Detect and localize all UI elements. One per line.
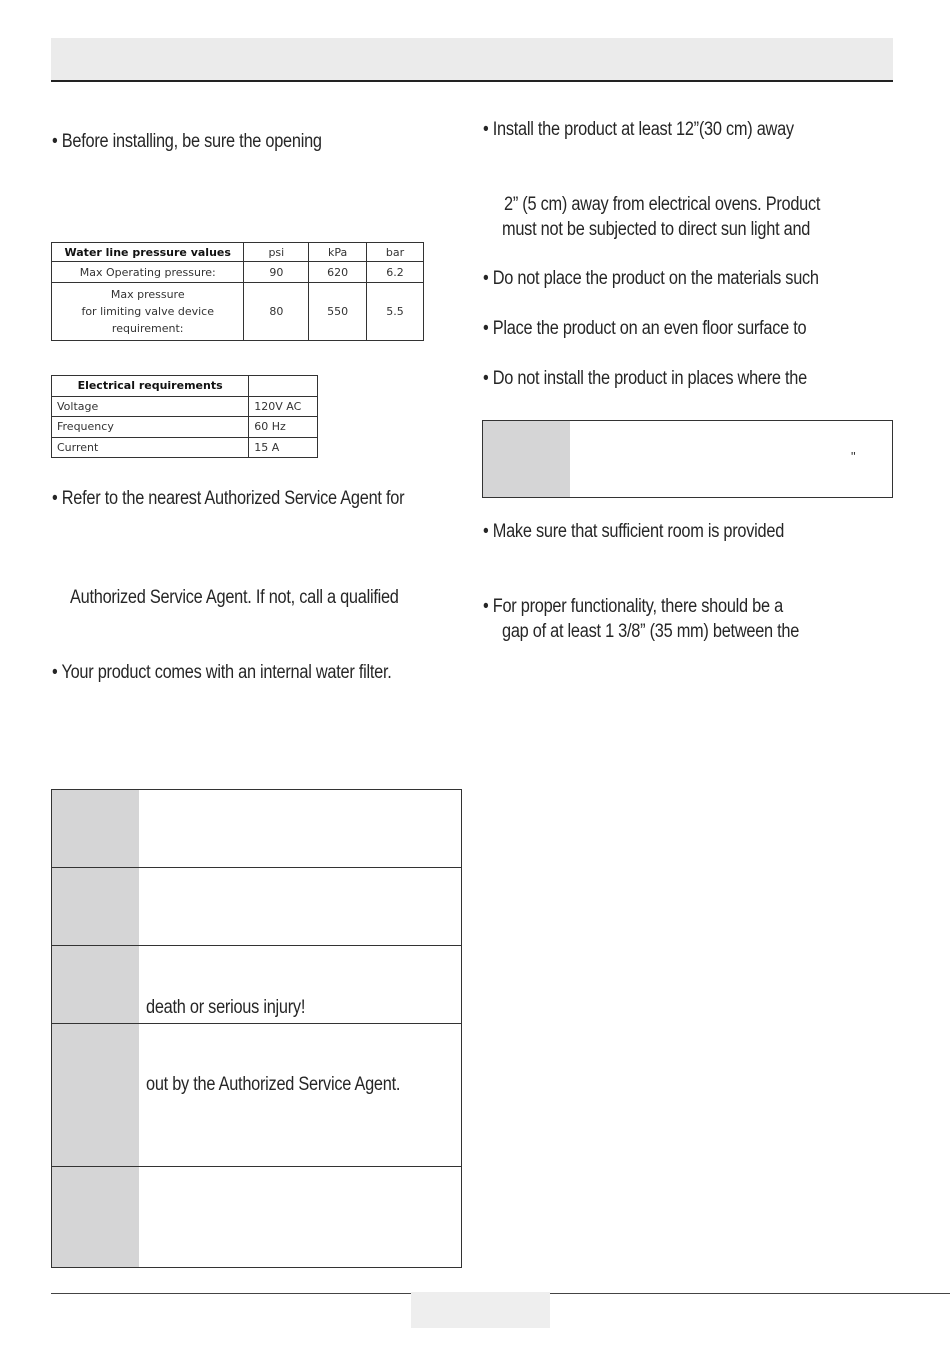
bullet-materials: • Do not place the product on the materials such [483, 268, 819, 289]
pressure-label-line: for limiting valve device [81, 305, 214, 318]
table-row [52, 262, 424, 283]
pressure-header-psi: psi [244, 243, 309, 262]
table-row [52, 437, 318, 458]
warning-divider [52, 1023, 461, 1024]
pressure-row-label-multiline [52, 283, 244, 341]
pressure-header-kpa: kPa [309, 243, 367, 262]
warning-notes-box [51, 789, 462, 1268]
electrical-row-label: Voltage [52, 396, 249, 417]
table-row [52, 396, 318, 417]
warning-divider [52, 1166, 461, 1167]
pressure-label-line: requirement: [111, 322, 184, 335]
water-pressure-table [51, 242, 424, 341]
warning-label-column [52, 790, 139, 1267]
electrical-row-value: 15 A [249, 437, 318, 458]
pressure-row-kpa: 550 [309, 283, 367, 341]
note-label-column [483, 421, 570, 497]
electrical-requirements-table [51, 375, 318, 458]
note-box [482, 420, 893, 498]
pressure-row-kpa: 620 [309, 262, 367, 283]
pressure-row-psi: 90 [244, 262, 309, 283]
pressure-row-psi: 80 [244, 283, 309, 341]
note-quote-mark: " [851, 449, 856, 464]
electrical-header-label: Electrical requirements [52, 376, 249, 397]
warning-divider [52, 867, 461, 868]
bullet-water-filter: • Your product comes with an internal water filter. [52, 662, 392, 683]
page-number-tab [411, 1292, 550, 1328]
bullet-install-away: • Install the product at least 12”(30 cm) away [483, 119, 794, 140]
electrical-row-value: 120V AC [249, 396, 318, 417]
pressure-header-label: Water line pressure values [52, 243, 244, 262]
ovens-line: 2” (5 cm) away from electrical ovens. Product [504, 194, 821, 215]
page-header-band [51, 38, 893, 82]
electrical-row-label: Current [52, 437, 249, 458]
electrical-row-value: 60 Hz [249, 417, 318, 438]
pressure-row-label: Max Operating pressure: [52, 262, 244, 283]
bullet-sufficient-room: • Make sure that sufficient room is provided [483, 521, 785, 542]
pressure-row-bar: 6.2 [367, 262, 424, 283]
table-row [52, 283, 424, 341]
electrical-row-label: Frequency [52, 417, 249, 438]
table-row [52, 417, 318, 438]
warning-text-serious-injury: death or serious injury! [146, 997, 306, 1018]
warning-divider [52, 945, 461, 946]
pressure-label-line: Max pressure [110, 288, 185, 301]
pressure-row-bar: 5.5 [367, 283, 424, 341]
electrical-header-value [249, 376, 318, 397]
sunlight-line: must not be subjected to direct sun light and [502, 219, 811, 240]
bullet-functionality: • For proper functionality, there should be a [483, 596, 783, 617]
pressure-header-bar: bar [367, 243, 424, 262]
warning-text-service-agent: out by the Authorized Service Agent. [146, 1074, 401, 1095]
bullet-opening: • Before installing, be sure the opening [52, 131, 322, 152]
bullet-service-agent: • Refer to the nearest Authorized Service Agent for [52, 488, 405, 509]
bullet-even-floor: • Place the product on an even floor surface to [483, 318, 807, 339]
bullet-do-not-install: • Do not install the product in places where the [483, 368, 807, 389]
service-agent-continuation: Authorized Service Agent. If not, call a qualified [70, 587, 399, 608]
gap-line: gap of at least 1 3/8” (35 mm) between the [502, 621, 800, 642]
